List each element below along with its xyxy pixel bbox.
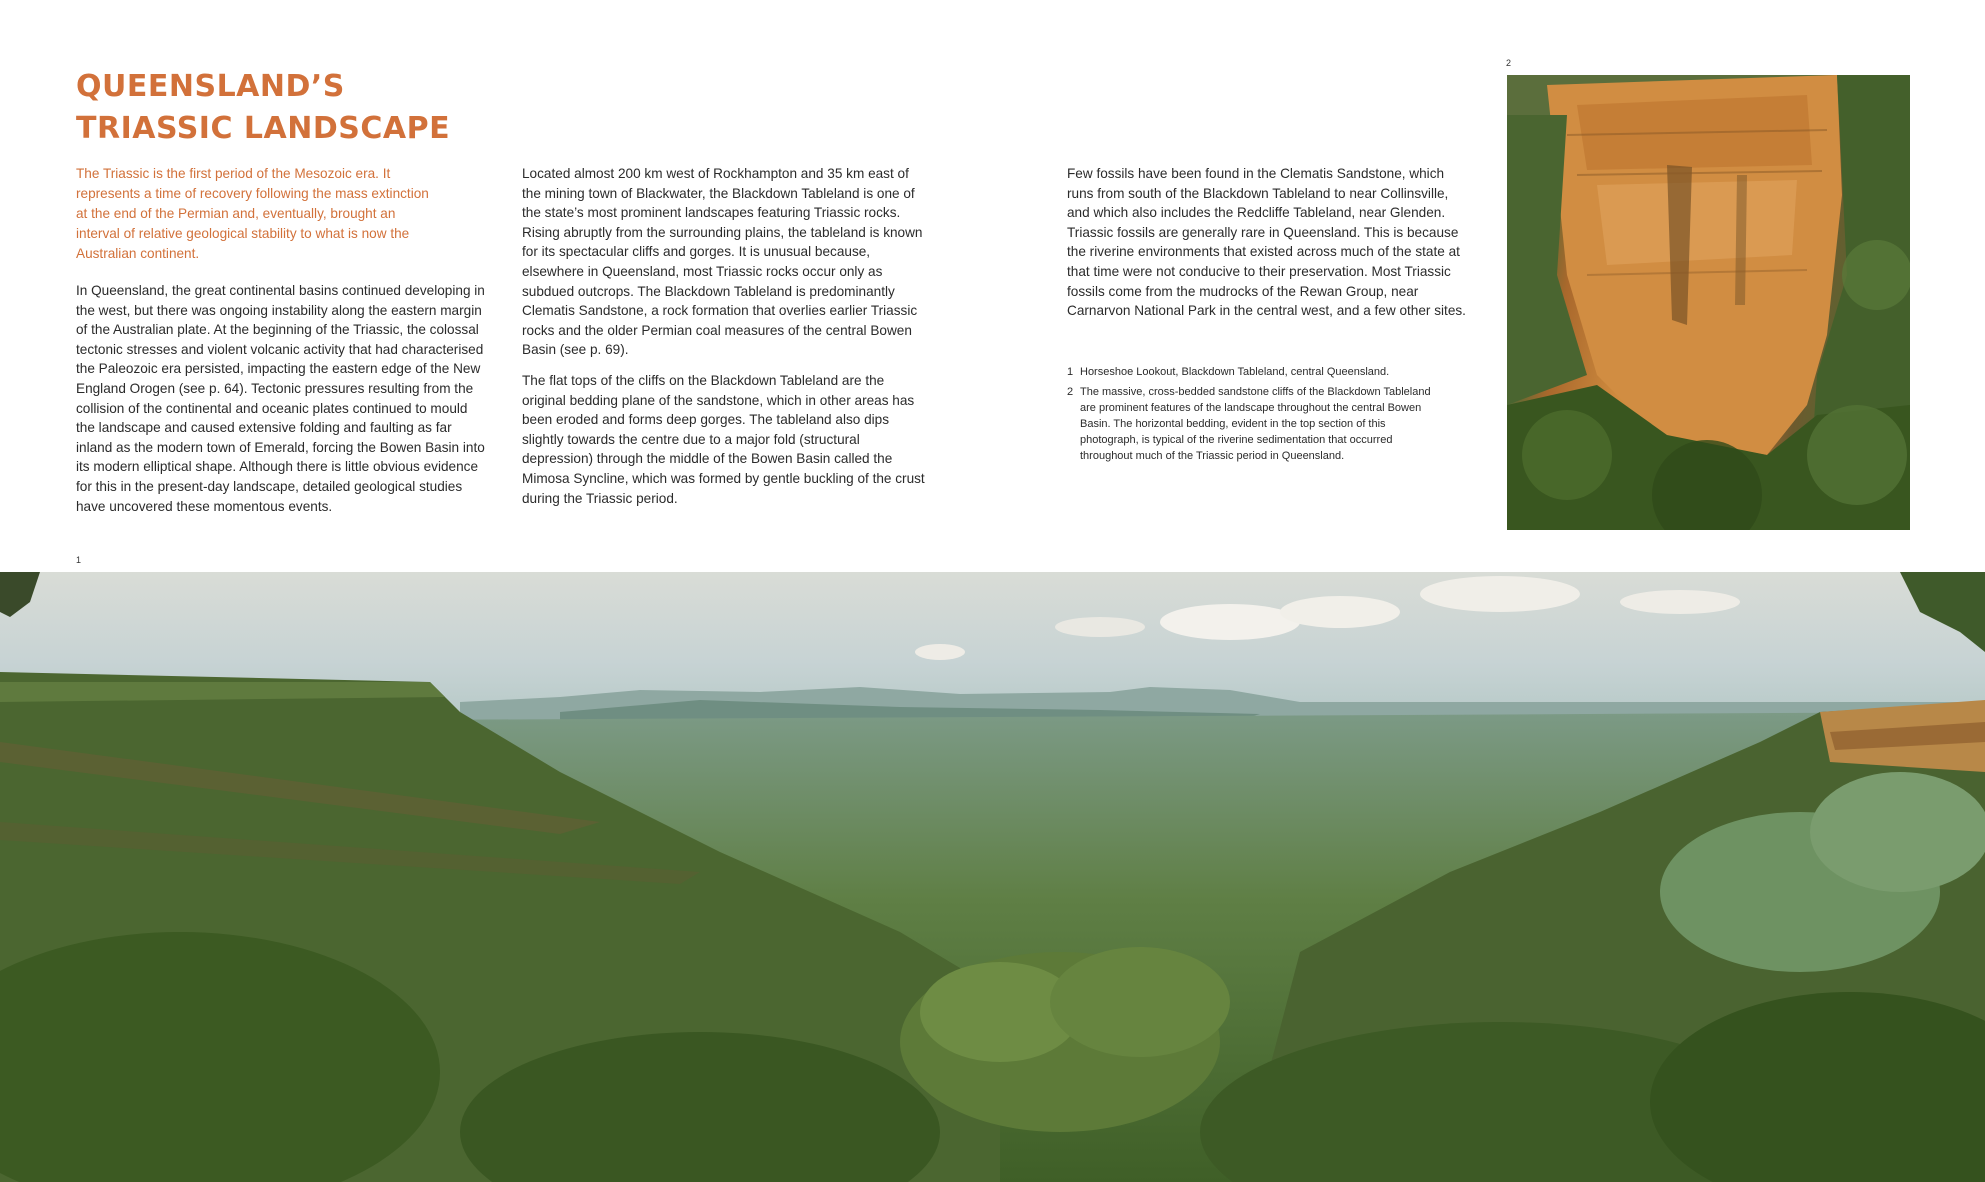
- body-column-1: In Queensland, the great continental basins continued developing in the west, but there was ongoing instability along the eastern margin of the Australian plate. At the beginning of the Triassic, the colossal tectonic stresses and violent volcanic activity that had characterised the Paleozoic era persisted, impacting the eastern edge of the New England Orogen (see p. 64). Tectonic pressures resulting from the collision of the continental and oceanic plates continued to mould the landscape and caused extensive folding and faulting as far inland as the modern town of Emerald, forcing the Bowen Basin into its modern elliptical shape. Although there is little obvious evidence for this in the present-day landscape, detailed geological studies have uncovered these momentous events.: [76, 283, 485, 514]
- caption-item: [1067, 384, 1442, 464]
- body-column-2-paragraph-1: Located almost 200 km west of Rockhampton and 35 km east of the mining town of Blackwater, the Blackdown Tableland is one of the state’s most prominent landscapes featuring Triassic rocks. Rising abruptly from the surrounding plains, the tableland is known for its spectacular cliffs and gorges. It is unusual because, elsewhere in Queensland, most Triassic rocks occur only as subdued outcrops. The Blackdown Tableland is predominantly Clematis Sandstone, a rock formation that overlies earlier Triassic rocks and the older Permian coal measures of the central Bowen Basin (see p. 69).: [522, 166, 923, 358]
- figure-2-number: 2: [1506, 58, 1512, 68]
- caption-number: 1: [1067, 366, 1074, 378]
- caption-text: The massive, cross-bedded sandstone cliffs of the Blackdown Tableland are prominent features of the landscape throughout the central Bowen Basin. The horizontal bedding, evident in the top section of this photograph, is typical of the riverine sedimentation that occurred throughout much of the Triassic period in Queensland.: [1080, 386, 1431, 462]
- sandstone-cliff-photo: [1507, 75, 1910, 530]
- caption-number: 2: [1067, 386, 1074, 398]
- intro-paragraph: The Triassic is the first period of the Mesozoic era. It represents a time of recovery following the mass extinction at the end of the Permian and, eventually, brought an interval of relative geological stability to what is now the Australian continent.: [76, 166, 429, 261]
- page-title: [76, 66, 450, 150]
- figure-captions: [1067, 364, 1442, 468]
- horseshoe-lookout-panorama-photo: [0, 572, 1985, 1182]
- page-title-line-1: QUEENSLAND’S: [76, 69, 345, 104]
- caption-text: Horseshoe Lookout, Blackdown Tableland, central Queensland.: [1080, 366, 1390, 378]
- body-column-2-paragraph-2: The flat tops of the cliffs on the Blackdown Tableland are the original bedding plane of the sandstone, which in other areas has been eroded and forms deep gorges. The tableland also dips slightly towards the centre due to a major fold (structural depression) through the middle of the Bowen Basin called the Mimosa Syncline, which was formed by gentle buckling of the crust during the Triassic period.: [522, 373, 925, 506]
- page-title-line-2: TRIASSIC LANDSCAPE: [76, 111, 451, 146]
- caption-item: [1067, 364, 1442, 380]
- figure-1-number: 1: [76, 555, 82, 565]
- body-column-3: Few fossils have been found in the Clematis Sandstone, which runs from south of the Blackdown Tableland to near Collinsville, and which also includes the Redcliffe Tableland, near Glenden. Triassic fossils are generally rare in Queensland. This is because the riverine environments that existed across much of the state at that time were not conducive to their preservation. Most Triassic fossils come from the mudrocks of the Rewan Group, near Carnarvon National Park in the central west, and a few other sites.: [1067, 166, 1466, 319]
